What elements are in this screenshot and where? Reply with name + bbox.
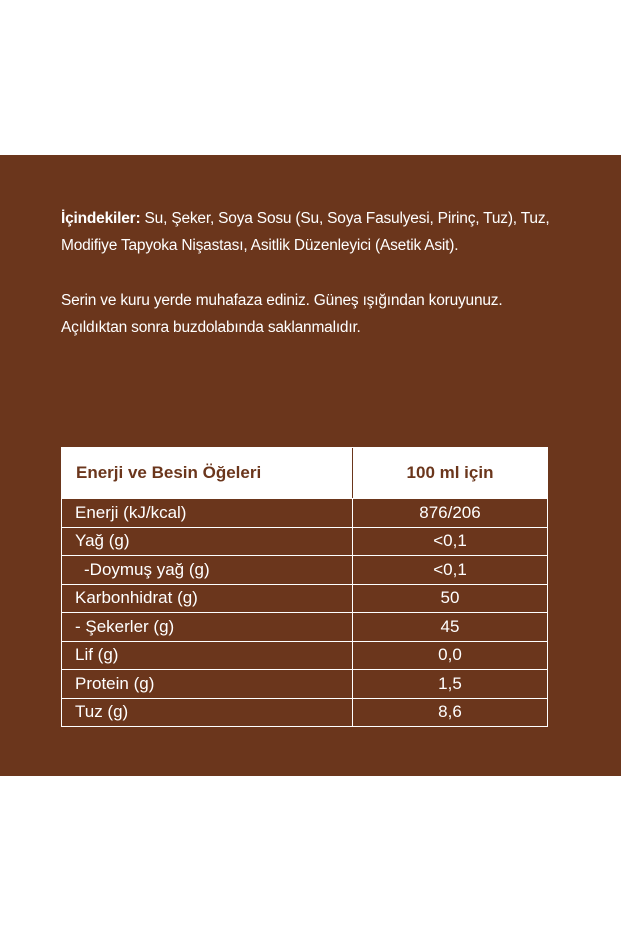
nutrient-value: 1,5 xyxy=(438,673,462,693)
storage-instructions: Serin ve kuru yerde muhafaza ediniz. Güneş ışığından koruyunuz. Açıldıktan sonra buzdolabında saklanmalıdır. xyxy=(61,292,503,336)
nutrient-name: Karbonhidrat (g) xyxy=(62,585,353,613)
nutrient-value: 8,6 xyxy=(438,702,462,722)
table-row xyxy=(62,612,547,641)
ingredients-text: Su, Şeker, Soya Sosu (Su, Soya Fasulyesi, Pirinç, Tuz), Tuz, Modifiye Tapyoka Nişastası, Asitlik Düzenleyici (Asetik Asit). xyxy=(61,210,550,254)
table-row xyxy=(62,527,547,556)
nutrient-name: Protein (g) xyxy=(62,670,353,698)
nutrient-value: 50 xyxy=(440,588,460,608)
nutrient-value: 876/206 xyxy=(419,502,481,522)
product-info-panel xyxy=(0,155,621,776)
nutrient-name: Enerji (kJ/kcal) xyxy=(62,499,353,527)
nutrient-value: 45 xyxy=(440,616,460,636)
nutrient-name: - Şekerler (g) xyxy=(62,613,353,641)
nutrient-value: 0,0 xyxy=(438,645,462,665)
table-row xyxy=(62,641,547,670)
nutrient-name: Yağ (g) xyxy=(62,528,353,556)
nutrient-value: <0,1 xyxy=(433,559,467,579)
table-row xyxy=(62,669,547,698)
nutrition-table-header xyxy=(62,448,547,498)
ingredients-label: İçindekiler: xyxy=(61,210,141,227)
nutrient-name: Lif (g) xyxy=(62,642,353,670)
table-row xyxy=(62,498,547,527)
nutrient-name: Tuz (g) xyxy=(62,699,353,727)
nutrition-table xyxy=(61,447,548,727)
table-row xyxy=(62,555,547,584)
header-nutrient: Enerji ve Besin Öğeleri xyxy=(62,448,353,498)
nutrient-name: -Doymuş yağ (g) xyxy=(62,556,353,584)
nutrient-value: <0,1 xyxy=(433,531,467,551)
table-row xyxy=(62,698,547,727)
header-per-100ml: 100 ml için xyxy=(406,463,494,482)
table-row xyxy=(62,584,547,613)
ingredients-paragraph xyxy=(61,205,571,259)
